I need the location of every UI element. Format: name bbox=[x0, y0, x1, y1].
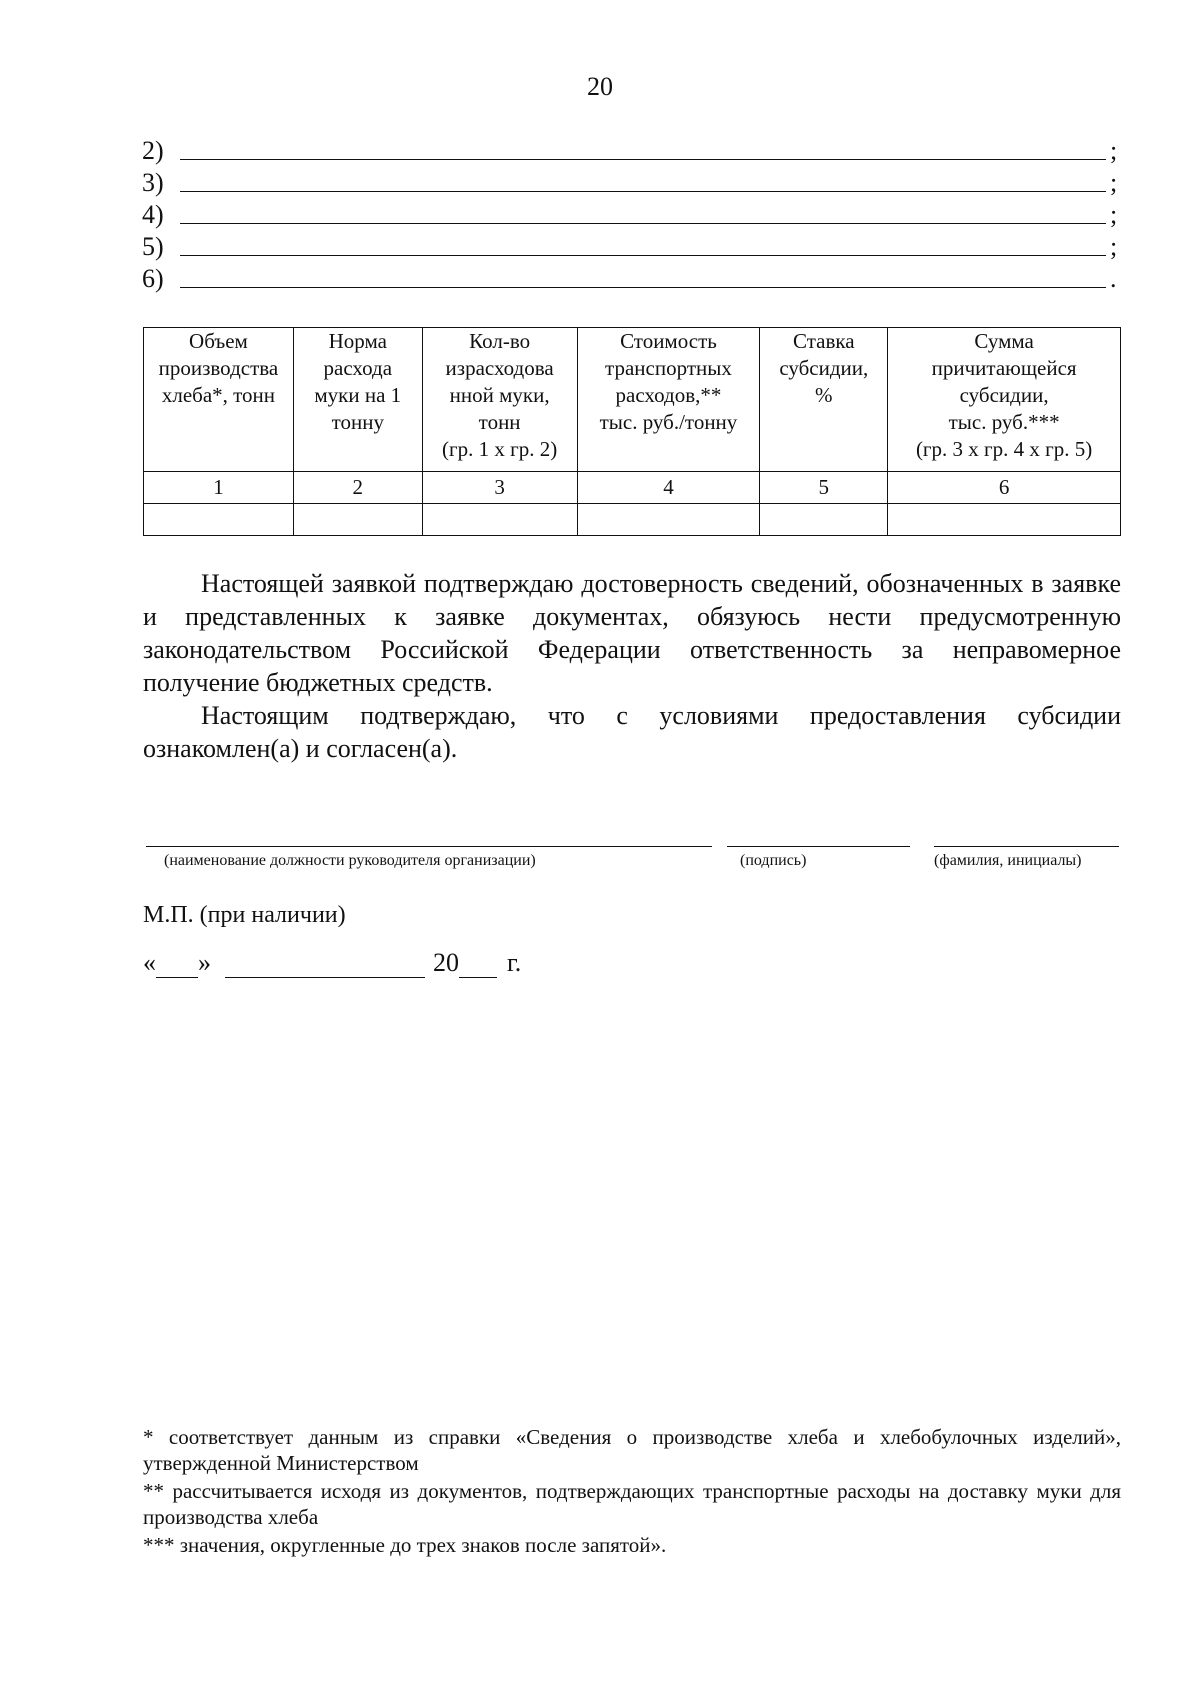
header-text: Стоимость bbox=[620, 329, 717, 353]
fill-in-line[interactable] bbox=[180, 229, 1106, 256]
header-text: Ставка bbox=[792, 329, 855, 353]
list-item bbox=[142, 230, 1122, 262]
list-item bbox=[142, 198, 1122, 230]
column-number: 4 bbox=[577, 472, 760, 504]
subsidy-table bbox=[143, 327, 1121, 536]
list-item-number: 4) bbox=[142, 200, 164, 229]
header-text: Объем bbox=[189, 329, 248, 353]
position-signature-line[interactable] bbox=[146, 846, 712, 847]
column-number: 6 bbox=[888, 472, 1121, 504]
header-cell-5 bbox=[760, 328, 888, 472]
month-blank[interactable] bbox=[225, 953, 425, 978]
signature-line[interactable] bbox=[727, 846, 910, 847]
header-text: (гр. 3 х гр. 4 х гр. 5) bbox=[915, 437, 1093, 461]
list-item-number: 3) bbox=[142, 168, 164, 197]
position-caption: (наименование должности руководителя организации) bbox=[164, 852, 536, 869]
list-item bbox=[142, 166, 1122, 198]
date-line bbox=[143, 948, 521, 978]
column-number: 3 bbox=[422, 472, 577, 504]
entry-cell-4[interactable] bbox=[577, 504, 760, 536]
footnote-1: * соответствует данным из справки «Сведения о производстве хлеба и хлебобулочных изделий», утвержденной Министерством bbox=[143, 1425, 1121, 1475]
header-cell-1 bbox=[144, 328, 294, 472]
list-item-end: ; bbox=[1110, 168, 1118, 197]
header-cell-4 bbox=[577, 328, 760, 472]
header-text: Сумма bbox=[974, 329, 1034, 353]
confirmation-text bbox=[143, 567, 1121, 765]
header-text: израсходова bbox=[445, 356, 554, 380]
entry-cell-1[interactable] bbox=[144, 504, 294, 536]
header-cell-2 bbox=[293, 328, 422, 472]
day-blank[interactable] bbox=[156, 953, 198, 978]
fill-in-line[interactable] bbox=[180, 133, 1106, 160]
header-cell-3 bbox=[422, 328, 577, 472]
signature-caption: (подпись) bbox=[740, 852, 807, 869]
year-blank[interactable] bbox=[459, 953, 497, 978]
footnote-2: ** рассчитывается исходя из документов, подтверждающих транспортные расходы на доставку муки для производства хлеба bbox=[143, 1479, 1121, 1529]
list-item bbox=[142, 134, 1122, 166]
list-item-end: ; bbox=[1110, 232, 1118, 261]
blank-list bbox=[142, 134, 1122, 294]
name-signature-line[interactable] bbox=[934, 846, 1119, 847]
table-row bbox=[144, 504, 1121, 536]
list-item-number: 5) bbox=[142, 232, 164, 261]
stamp-label: М.П. (при наличии) bbox=[143, 902, 346, 928]
header-text: нной муки, bbox=[449, 383, 550, 407]
fill-in-line[interactable] bbox=[180, 165, 1106, 192]
entry-cell-2[interactable] bbox=[293, 504, 422, 536]
footnotes bbox=[143, 1424, 1121, 1560]
entry-cell-3[interactable] bbox=[422, 504, 577, 536]
header-text: % bbox=[815, 383, 833, 407]
header-cell-6 bbox=[888, 328, 1121, 472]
header-text: тонн bbox=[478, 410, 521, 434]
year-prefix: 20 bbox=[433, 948, 459, 977]
header-text: (гр. 1 х гр. 2) bbox=[442, 437, 558, 461]
fill-in-line[interactable] bbox=[180, 261, 1106, 288]
header-text: тыс. руб.*** bbox=[948, 410, 1060, 434]
header-text: тыс. руб./тонну bbox=[599, 410, 738, 434]
header-text: причитающейся bbox=[931, 356, 1077, 380]
list-item-number: 2) bbox=[142, 136, 164, 165]
column-number: 2 bbox=[293, 472, 422, 504]
open-quote: « bbox=[143, 948, 156, 977]
header-text: расхода bbox=[323, 356, 393, 380]
header-text: субсидии, bbox=[779, 356, 869, 380]
list-item-end: ; bbox=[1110, 200, 1118, 229]
header-text: расходов,** bbox=[615, 383, 722, 407]
page-number: 20 bbox=[587, 72, 613, 101]
header-text: транспортных bbox=[605, 356, 732, 380]
header-text: тонну bbox=[331, 410, 384, 434]
entry-cell-6[interactable] bbox=[888, 504, 1121, 536]
paragraph-conditions: Настоящим подтверждаю, что с условиями предоставления субсидии ознакомлен(а) и согласен(а). bbox=[143, 701, 1121, 763]
header-text: производства bbox=[158, 356, 279, 380]
column-number: 5 bbox=[760, 472, 888, 504]
list-item-number: 6) bbox=[142, 264, 164, 293]
list-item bbox=[142, 262, 1122, 294]
header-text: Норма bbox=[328, 329, 387, 353]
fill-in-line[interactable] bbox=[180, 197, 1106, 224]
year-suffix: г. bbox=[507, 948, 522, 977]
header-text: муки на 1 bbox=[314, 383, 402, 407]
close-quote: » bbox=[198, 948, 211, 977]
column-number: 1 bbox=[144, 472, 294, 504]
paragraph-accuracy: Настоящей заявкой подтверждаю достоверность сведений, обозначенных в заявке и представленных к заявке документах, обязуюсь нести предусмотренную законодательством Российской Федерации ответственность за неправомерное получение бюджетных средств. bbox=[143, 569, 1121, 697]
column-number-row bbox=[144, 472, 1121, 504]
name-caption: (фамилия, инициалы) bbox=[934, 852, 1082, 869]
list-item-end: ; bbox=[1110, 136, 1118, 165]
header-text: субсидии, bbox=[959, 383, 1049, 407]
footnote-3: *** значения, округленные до трех знаков после запятой». bbox=[143, 1533, 667, 1557]
list-item-end: . bbox=[1110, 264, 1117, 293]
table-header-row bbox=[144, 328, 1121, 472]
header-text: хлеба*, тонн bbox=[161, 383, 276, 407]
entry-cell-5[interactable] bbox=[760, 504, 888, 536]
header-text: Кол-во bbox=[469, 329, 531, 353]
